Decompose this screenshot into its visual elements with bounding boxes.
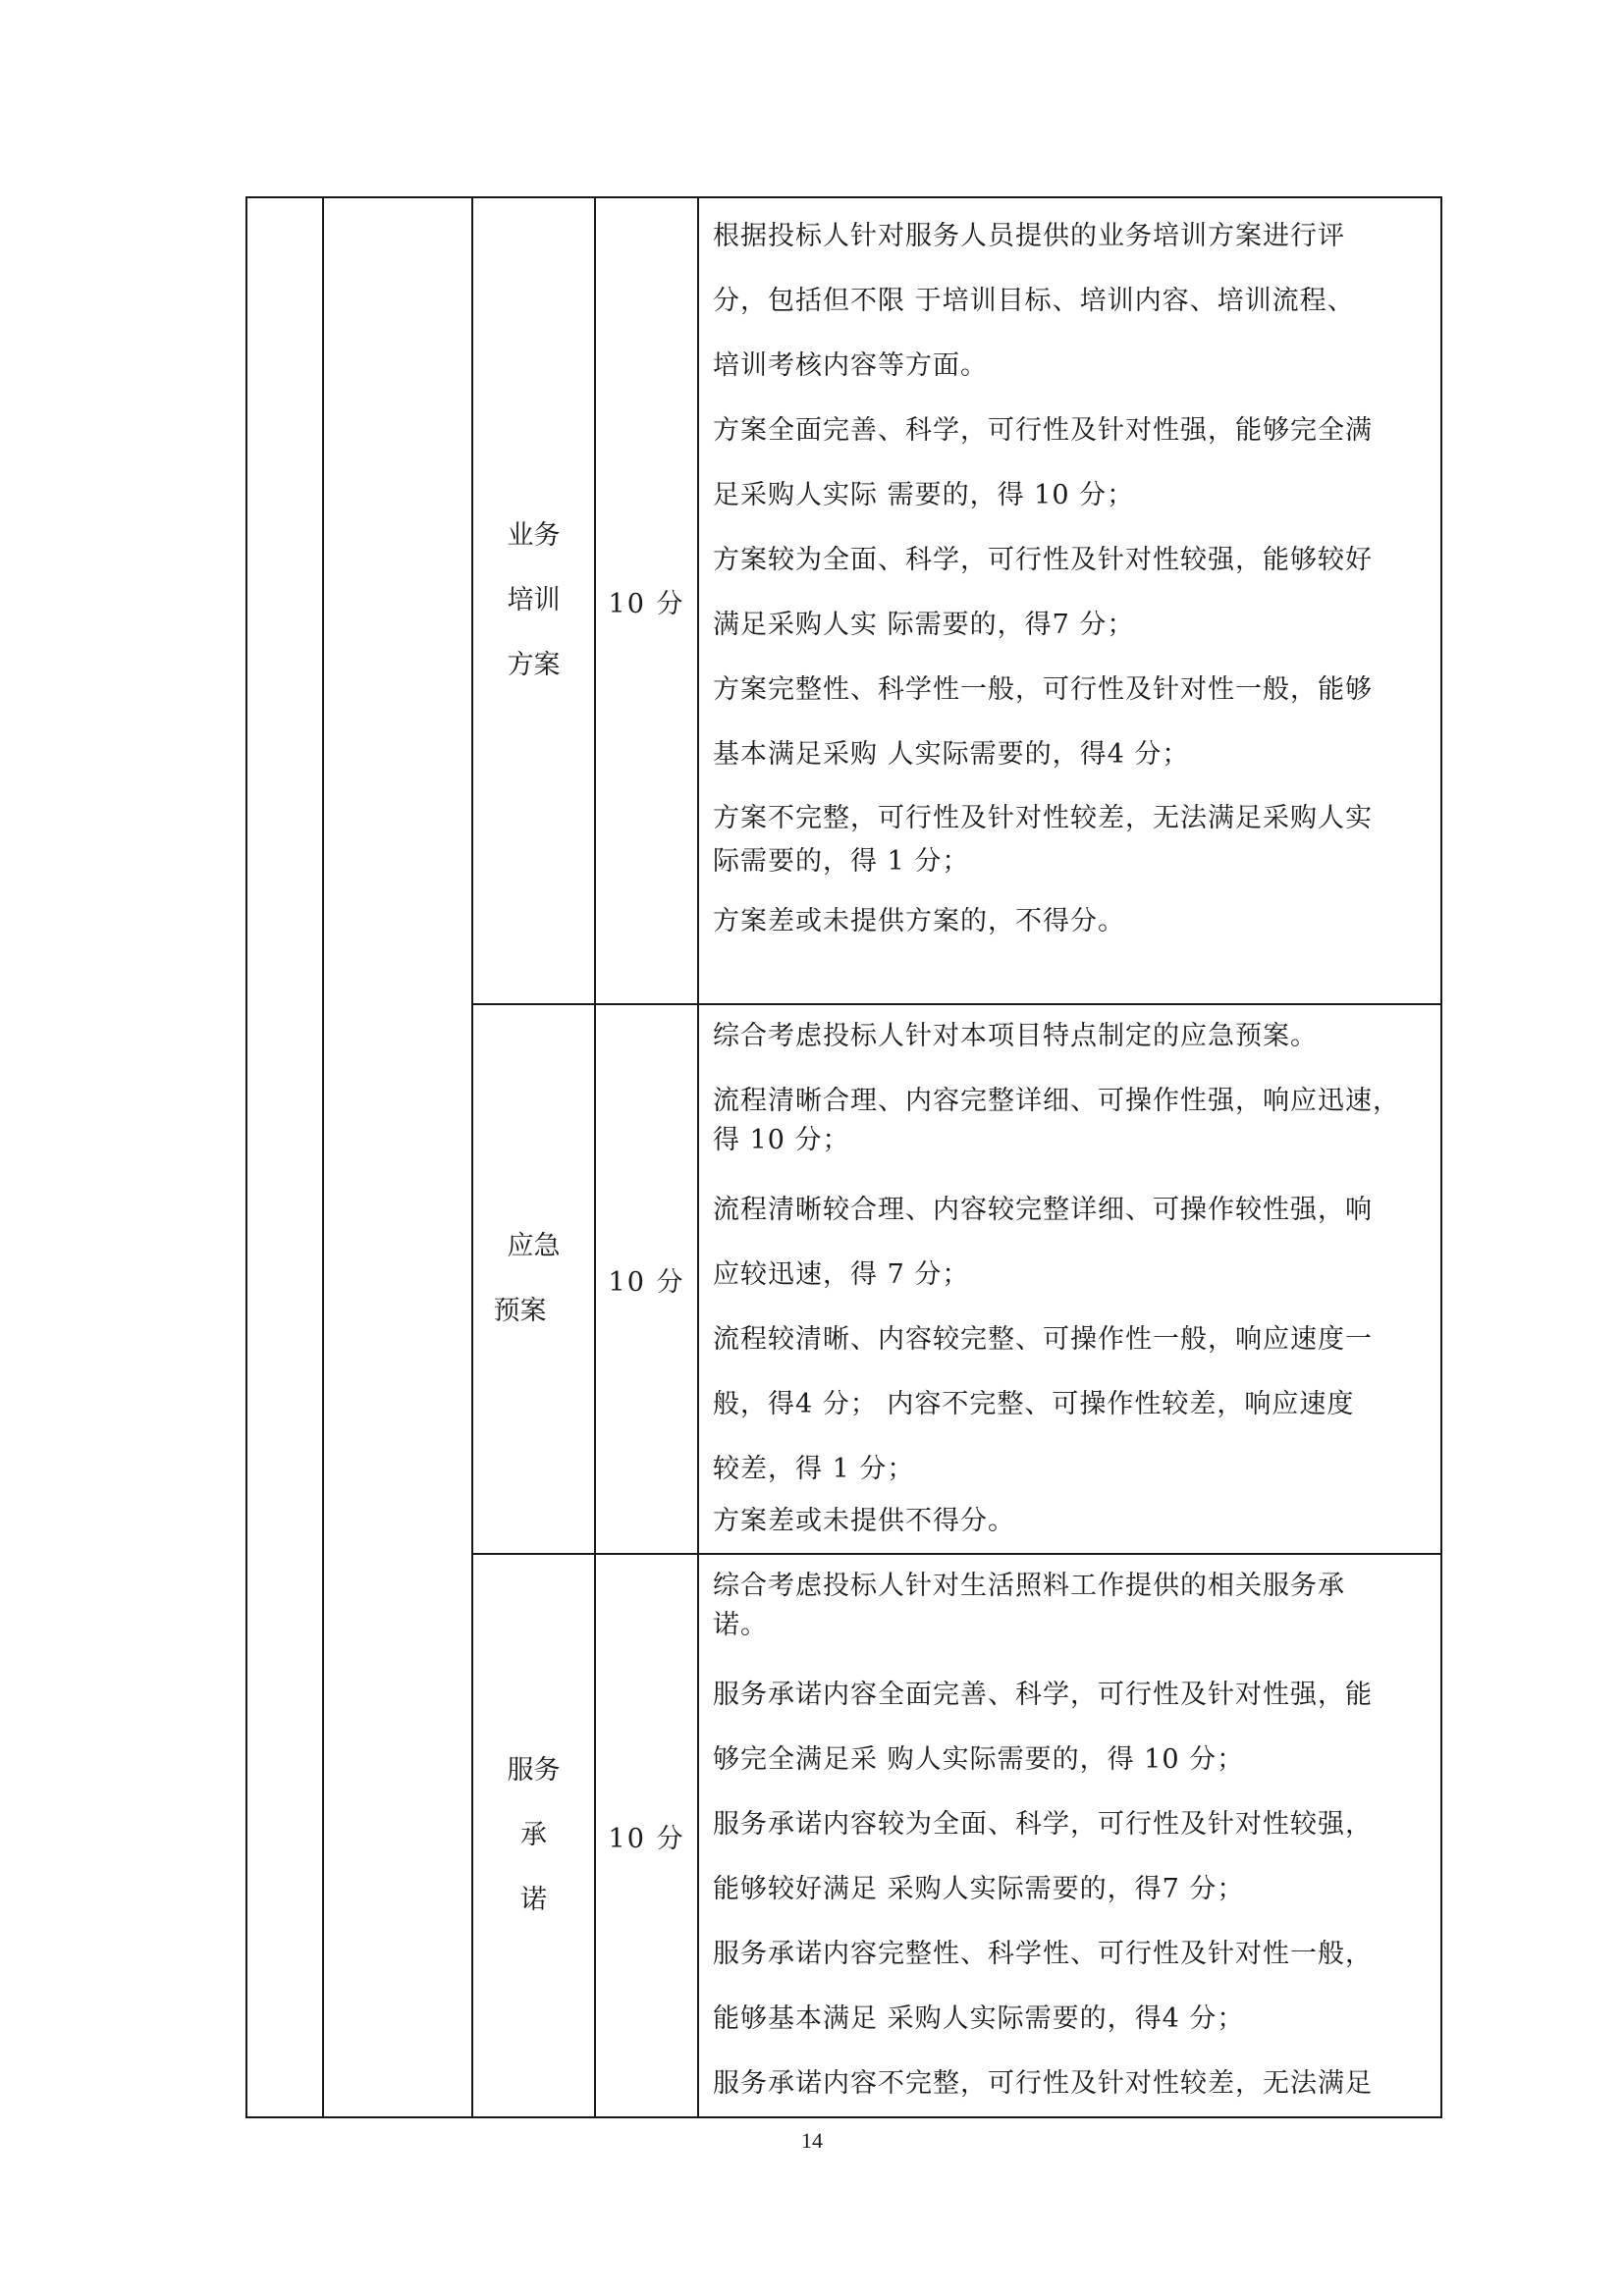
criteria-cell bbox=[698, 197, 1441, 1004]
item-name-line: 承 bbox=[520, 1820, 547, 1850]
criteria-line: 分，包括但不限 于培训目标、培训内容、培训流程、 bbox=[713, 286, 1355, 316]
criteria-line: 能够较好满足 采购人实际需要的，得7 分； bbox=[713, 1874, 1245, 1904]
item-name-line: 方案 bbox=[507, 650, 561, 680]
criteria-line: 服务承诺内容不完整，可行性及针对性较差，无法满足 bbox=[713, 2068, 1373, 2099]
criteria-line: 流程清晰较合理、内容较完整详细、可操作较性强，响 bbox=[713, 1195, 1373, 1225]
criteria-line: 流程清晰合理、内容完整详细、可操作性强，响应迅速， bbox=[713, 1086, 1400, 1116]
score-cell: 10 分 bbox=[595, 197, 698, 1004]
criteria-line: 方案不完整，可行性及针对性较差，无法满足采购人实 bbox=[713, 803, 1373, 833]
criteria-line: 诺。 bbox=[713, 1610, 768, 1640]
category-cell bbox=[246, 197, 323, 2117]
item-name-cell bbox=[472, 197, 595, 1004]
criteria-line: 较差，得 1 分； bbox=[713, 1454, 915, 1484]
criteria-line: 流程较清晰、内容较完整、可操作性一般，响应速度一 bbox=[713, 1324, 1373, 1355]
item-name-cell bbox=[472, 1554, 595, 2117]
criteria-line: 综合考虑投标人针对生活照料工作提供的相关服务承 bbox=[713, 1571, 1345, 1601]
item-name-line: 预案 bbox=[493, 1296, 547, 1326]
criteria-line: 般，得4 分； 内容不完整、可操作性较差，响应速度 bbox=[713, 1389, 1355, 1419]
score-cell: 10 分 bbox=[595, 1004, 698, 1554]
criteria-line: 方案较为全面、科学，可行性及针对性较强，能够较好 bbox=[713, 545, 1373, 575]
criteria-line: 服务承诺内容完整性、科学性、可行性及针对性一般， bbox=[713, 1939, 1373, 1969]
item-name-line: 诺 bbox=[520, 1885, 547, 1915]
criteria-line: 方案完整性、科学性一般，可行性及针对性一般，能够 bbox=[713, 674, 1373, 705]
criteria-line: 基本满足采购 人实际需要的，得4 分； bbox=[713, 739, 1190, 770]
subcategory-cell bbox=[323, 197, 472, 2117]
criteria-line: 际需要的，得 1 分； bbox=[713, 846, 970, 877]
criteria-line: 得 10 分； bbox=[713, 1125, 850, 1155]
criteria-line: 服务承诺内容较为全面、科学，可行性及针对性较强， bbox=[713, 1809, 1373, 1840]
criteria-line: 足采购人实际 需要的，得 10 分； bbox=[713, 480, 1135, 510]
item-name-line: 业务 bbox=[507, 520, 561, 551]
criteria-line: 够完全满足采 购人实际需要的，得 10 分； bbox=[713, 1744, 1245, 1775]
item-name-line: 应急 bbox=[507, 1231, 561, 1261]
item-name-line: 服务 bbox=[507, 1755, 561, 1786]
table-row bbox=[246, 197, 1441, 1004]
criteria-line: 根据投标人针对服务人员提供的业务培训方案进行评 bbox=[713, 221, 1345, 251]
criteria-cell bbox=[698, 1004, 1441, 1554]
item-name-line: 培训 bbox=[507, 585, 561, 615]
criteria-line: 能够基本满足 采购人实际需要的，得4 分； bbox=[713, 2003, 1245, 2034]
criteria-cell bbox=[698, 1554, 1441, 2117]
scoring-table bbox=[245, 196, 1442, 2118]
criteria-line: 方案差或未提供不得分。 bbox=[713, 1506, 1015, 1536]
criteria-line: 方案差或未提供方案的，不得分。 bbox=[713, 906, 1125, 936]
criteria-line: 应较迅速，得 7 分； bbox=[713, 1259, 970, 1290]
page-number: 14 bbox=[801, 2128, 823, 2153]
criteria-line: 服务承诺内容全面完善、科学，可行性及针对性强，能 bbox=[713, 1680, 1373, 1710]
score-cell: 10 分 bbox=[595, 1554, 698, 2117]
criteria-line: 方案全面完善、科学，可行性及针对性强，能够完全满 bbox=[713, 415, 1373, 446]
item-name-cell bbox=[472, 1004, 595, 1554]
criteria-line: 培训考核内容等方面。 bbox=[713, 350, 988, 381]
criteria-line: 满足采购人实 际需要的，得7 分； bbox=[713, 610, 1135, 640]
criteria-line: 综合考虑投标人针对本项目特点制定的应急预案。 bbox=[713, 1021, 1318, 1051]
